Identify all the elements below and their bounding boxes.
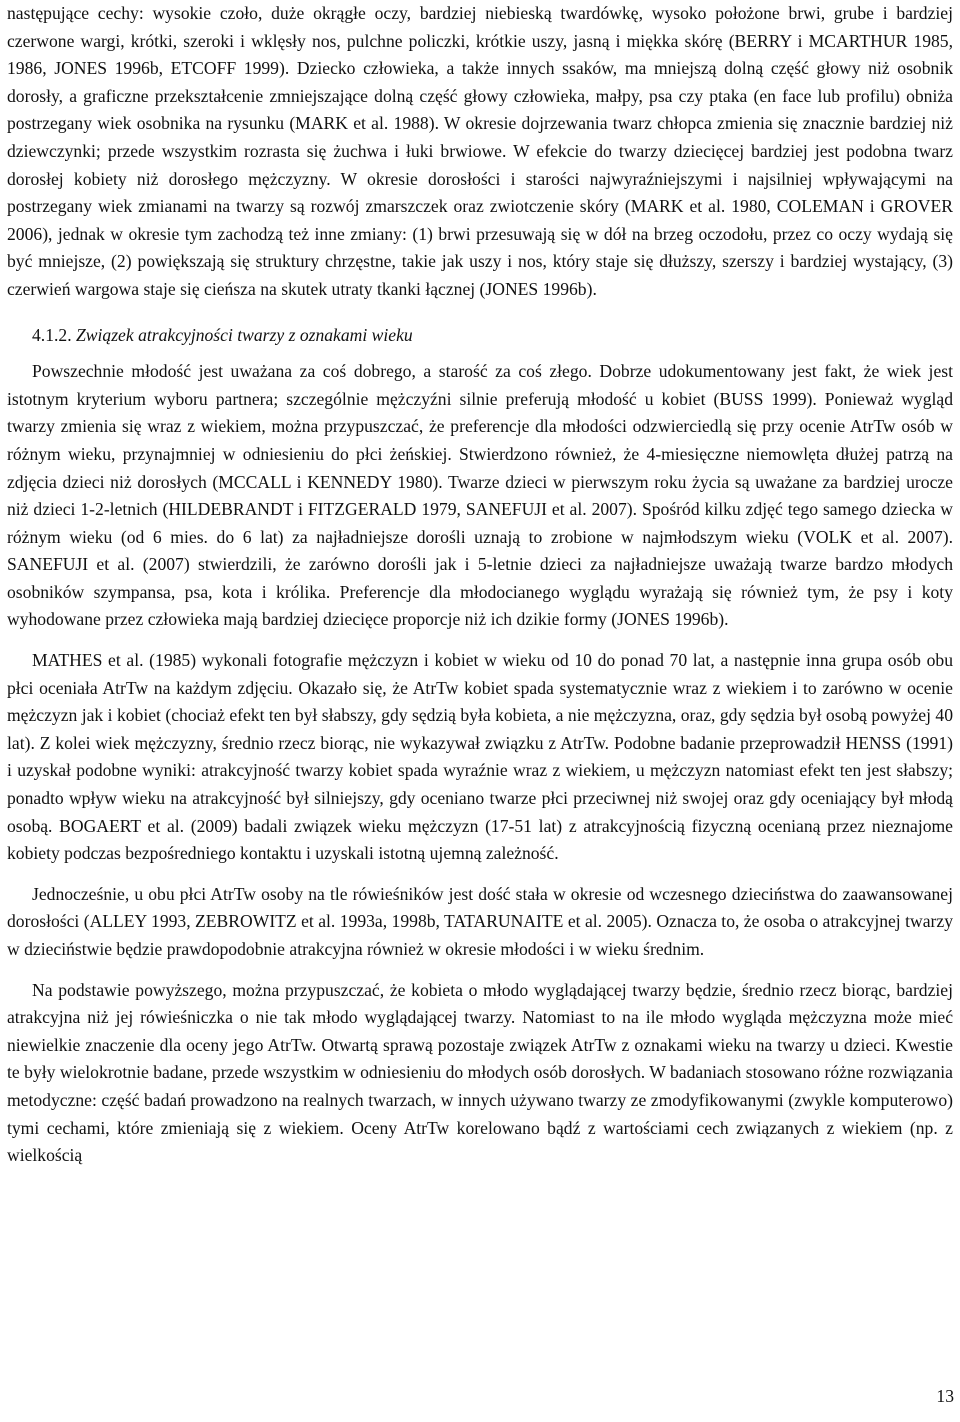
paragraph-continued: następujące cechy: wysokie czoło, duże okrągłe oczy, bardziej niebieską twardówkę, wysoko położone brwi, grube i bardziej czerwone wargi, krótki, szeroki i wklęsły nos, pulchne policzki, krótkie uszy, jasną i miękka skórę (BERRY i MCARTHUR 1985, 1986, JONES 1996b, ETCOFF 1999). Dziecko człowieka, a także innych ssaków, ma mniejszą dolną część głowy niż osobnik dorosły, a graficzne przekształcenie zmniejszające dolną część głowy człowieka, małpy, psa czy ptaka (en face lub profilu) obniża postrzegany wiek osobnika na rysunku (MARK et al. 1988). W okresie dojrzewania twarz chłopca zmienia się znacznie bardziej niż dziewczynki; przede wszystkim rozrasta się żuchwa i łuki brwiowe. W efekcie do twarzy dziecięcej bardziej jest podobna twarz dorosłej kobiety niż dorosłego mężczyzny. W okresie dorosłości i starości najwyraźniejszymi i najsilniej wpływającymi na postrzegany wiek zmianami na twarzy są rozwój zmarszczek oraz zwiotczenie skóry (MARK et al. 1980, COLEMAN i GROVER 2006), jednak w okresie tym zachodzą też inne zmiany: (1) brwi przesuwają się w dół na brzeg oczodołu, przez co oczy wydają się być mniejsze, (2) powiększają się struktury chrzęstne, takie jak uszy i nos, który staje się dłuższy, szerszy i bardziej wystający, (3) czerwień wargowa staje się cieńsza na skutek utraty tkanki łącznej (JONES 1996b). — [7, 3, 953, 299]
section-title: Związek atrakcyjności twarzy z oznakami wieku — [76, 324, 413, 345]
section-number: 4.1.2. — [32, 324, 72, 345]
paragraph-conclusion: Na podstawie powyższego, można przypuszczać, że kobieta o młodo wyglądającej twarzy będzie, średnio rzecz biorąc, bardziej atrakcyjna niż jej rówieśniczka o nie tak młodo wyglądającej twarzy. Natomiast to na ile młodo wygląda mężczyzna może mieć niewielkie znaczenie dla oceny jego AtrTw. Otwartą sprawą pozostaje związek AtrTw z oznakami wieku na twarzy u dzieci. Kwestie te były wielokrotnie badane, przede wszystkim w odniesieniu do młodych osób dorosłych. W badaniach stosowano różne rozwiązania metodyczne: część badań prowadzono na realnych twarzach, w innych używano twarzy ze zmodyfikowanymi (zwykle komputerowo) tymi cechami, które zmieniają się z wiekiem. Oceny AtrTw korelowano bądź z wartościami cech związanych z wiekiem (np. z wielkością — [7, 979, 953, 1166]
paragraph-youth-preference: Powszechnie młodość jest uważana za coś dobrego, a starość za coś złego. Dobrze udokumentowany jest fakt, że wiek jest istotnym kryterium wyboru partnera; szczególnie mężczyźni silnie preferują młodość u kobiet (BUSS 1999). Ponieważ wygląd twarzy zmienia się wraz z wiekiem, można przypuszczać, że preferencje dla młodości odzwierciedlą się przy ocenie AtrTw osób w różnym wieku, przynajmniej w odniesieniu do płci żeńskiej. Stwierdzono również, że 4-miesięczne niemowlęta dłużej patrzą na zdjęcia dzieci niż dorosłych (MCCALL i KENNEDY 1980). Twarze dzieci w pierwszym roku życia są uważane za bardziej urocze niż dzieci 1-2-letnich (HILDEBRANDT i FITZGERALD 1979, SANEFUJI et al. 2007). Spośród kilku zdjęć tego samego dziecka w różnym wieku (od 6 mies. do 6 lat) za najładniejsze dorośli uznają to zrobione w najmłodszym wieku (VOLK et al. 2007). SANEFUJI et al. (2007) stwierdzili, że zarówno dorośli jak i 5-letnie dzieci za najładniejsze uważają twarze bardzo młodych osobników szympansa, psa, kota i królika. Preferencje dla młodocianego wyglądu wyrażają się również tym, że psy i koty wyhodowane przez człowieka mają bardziej dziecięce proporcje niż ich dzikie formy (JONES 1996b). — [7, 361, 953, 630]
document-page — [7, 0, 953, 1170]
page-number: 13 — [936, 1386, 954, 1406]
section-heading — [32, 322, 953, 350]
paragraph-stability: Jednocześnie, u obu płci AtrTw osoby na tle rówieśników jest dość stała w okresie od wczesnego dzieciństwa do zaawansowanej dorosłości (ALLEY 1993, ZEBROWITZ et al. 1993a, 1998b, TATARUNAITE et al. 2005). Oznacza to, że osoba o atrakcyjnej twarzy w dzieciństwie będzie prawdopodobnie atrakcyjna również w okresie młodości i w wieku średnim. — [7, 883, 953, 959]
paragraph-mathes-study: MATHES et al. (1985) wykonali fotografie mężczyzn i kobiet w wieku od 10 do ponad 70 lat, a następnie inna grupa osób obu płci oceniała AtrTw na każdym zdjęciu. Okazało się, że AtrTw kobiet spada systematycznie wraz z wiekiem i to zarówno w ocenie mężczyzn jak i kobiet (chociaż efekt ten był słabszy, gdy sędzią była kobieta, a nie mężczyzna, oraz, gdy sędzia był osobą powyżej 40 lat). Z kolei wiek mężczyzny, średnio rzecz biorąc, nie wykazywał związku z AtrTw. Podobne badanie przeprowadził HENSS (1991) i uzyskał podobne wyniki: atrakcyjność twarzy kobiet spada wyraźnie wraz z wiekiem, u mężczyzn natomiast efekt ten jest słabszy; ponadto wpływ wieku na atrakcyjność był silniejszy, gdy oceniano twarze płci przeciwnej niż swojej oraz gdy oceniający był młodą osobą. BOGAERT et al. (2009) badali związek wieku mężczyzn (17-51 lat) z atrakcyjnością fizyczną ocenianą przez nieznajome kobiety podczas bezpośredniego kontaktu i uzyskali istotną ujemną zależność. — [7, 650, 953, 864]
